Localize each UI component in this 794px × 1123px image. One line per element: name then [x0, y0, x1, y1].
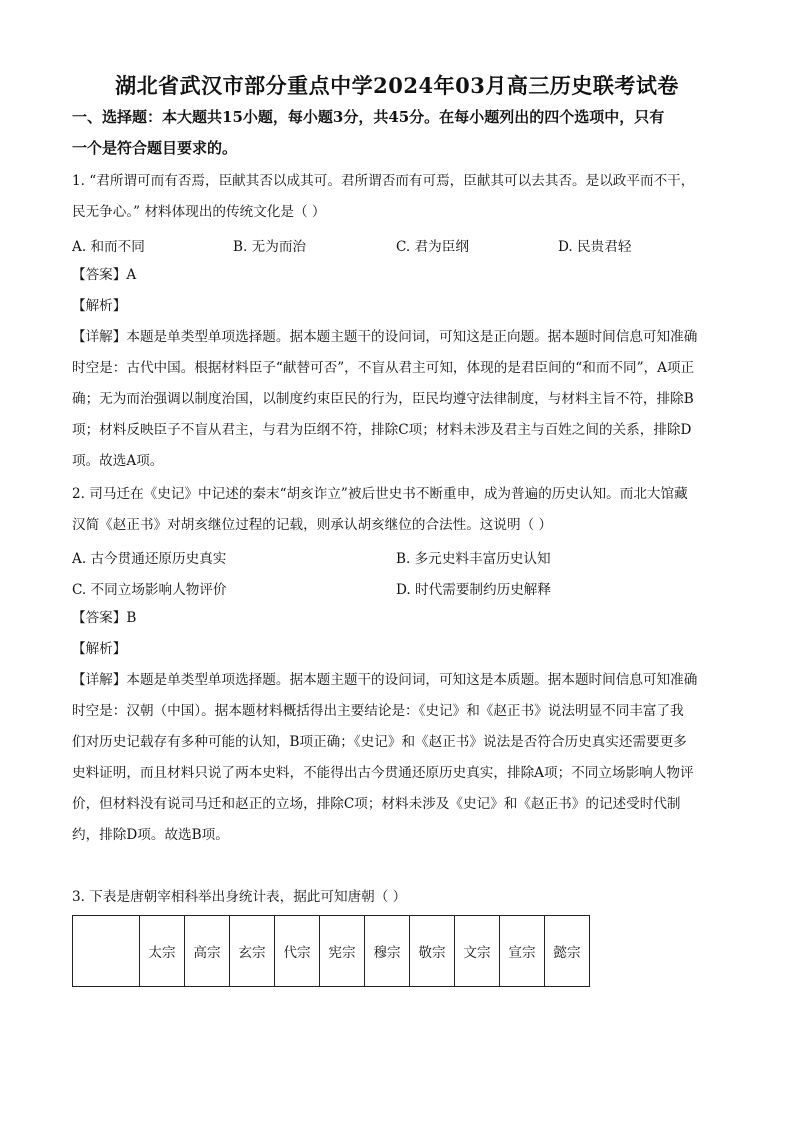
section-heading-line-2: 一个是符合题目要求的。: [72, 139, 238, 157]
q2-analysis-label: 【解析】: [72, 641, 127, 657]
table-header-cell: 玄宗: [230, 916, 275, 987]
q1-answer: 【答案】A: [72, 267, 137, 283]
q1-detail-line-5: 项。故选A项。: [72, 453, 164, 469]
q1-detail-line-2: 时空是：古代中国。根据材料臣子“献替可否”，不盲从君主可知，体现的是君臣间的“和而不同”，A项正: [72, 360, 695, 376]
q1-stem-line-1: 1. “君所谓可而有否焉，臣献其否以成其可。君所谓否而有可焉，臣献其可以去其否。是以政平而不干，: [72, 173, 695, 189]
section-heading-line-1: 一、选择题：本大题共15小题，每小题3分，共45分。在每小题列出的四个选项中，只有: [72, 108, 665, 126]
table-header-cell: 宣宗: [500, 916, 545, 987]
table-header-cell: 文宗: [455, 916, 500, 987]
q3-stem: 3. 下表是唐朝宰相科举出身统计表，据此可知唐朝（ ）: [72, 889, 407, 905]
q2-option-a: A. 古今贯通还原历史真实: [72, 551, 227, 567]
page-title: 湖北省武汉市部分重点中学2024年03月高三历史联考试卷: [115, 73, 679, 98]
q2-answer: 【答案】B: [72, 610, 137, 626]
table-header-cell: 敬宗: [410, 916, 455, 987]
q1-stem-line-2: 民无争心。” 材料体现出的传统文化是（ ）: [72, 204, 326, 220]
q2-detail-line-1: 【详解】本题是单类型单项选择题。据本题主题干的设问词，可知这是本质题。据本题时间信息可知准确: [72, 672, 698, 688]
q2-stem-line-1: 2. 司马迁在《史记》中记述的秦末“胡亥诈立”被后世史书不断重申，成为普遍的历史认知。而北大馆藏: [72, 486, 688, 502]
q2-detail-line-4: 史料证明，而且材料只说了两本史料，不能得出古今贯通还原历史真实，排除A项；不同立场影响人物评: [72, 765, 694, 781]
table-header-cell: 宪宗: [320, 916, 365, 987]
q2-option-c: C. 不同立场影响人物评价: [72, 582, 227, 598]
table-row: [73, 916, 590, 987]
table-header-cell: [73, 916, 140, 987]
q2-detail-line-5: 价，但材料没有说司马迁和赵正的立场，排除C项；材料未涉及《史记》和《赵正书》的记述受时代制: [72, 796, 681, 812]
q1-detail-line-4: 项；材料反映臣子不盲从君主，与君为臣纲不符，排除C项；材料未涉及君主与百姓之间的关系，排除D: [72, 422, 692, 438]
q1-detail-line-3: 确；无为而治强调以制度治国，以制度约束臣民的行为，臣民均遵守法律制度，与材料主旨不符，排除B: [72, 391, 694, 407]
q1-option-a: A. 和而不同: [72, 239, 145, 255]
q1-detail-line-1: 【详解】本题是单类型单项选择题。据本题主题干的设问词，可知这是正向题。据本题时间信息可知准确: [72, 329, 698, 345]
q1-option-c: C. 君为臣纲: [396, 239, 469, 255]
q2-detail-line-6: 约，排除D项。故选B项。: [72, 827, 229, 843]
q2-stem-line-2: 汉简《赵正书》对胡亥继位过程的记载，则承认胡亥继位的合法性。这说明（ ）: [72, 517, 553, 533]
table-header-cell: 懿宗: [545, 916, 590, 987]
q2-detail-line-2: 时空是：汉朝（中国）。据本题材料概括得出主要结论是：《史记》和《赵正书》说法明显不同丰富了我: [72, 703, 684, 719]
q1-analysis-label: 【解析】: [72, 298, 127, 314]
table-header-cell: 高宗: [185, 916, 230, 987]
table-header-cell: 太宗: [140, 916, 185, 987]
q2-option-b: B. 多元史料丰富历史认知: [396, 551, 551, 567]
q1-option-d: D. 民贵君轻: [558, 239, 632, 255]
table-header-cell: 代宗: [275, 916, 320, 987]
q2-detail-line-3: 们对历史记载存有多种可能的认知，B项正确；《史记》和《赵正书》说法是否符合历史真实还需要更多: [72, 734, 687, 750]
q2-option-d: D. 时代需要制约历史解释: [396, 582, 551, 598]
table-header-cell: 穆宗: [365, 916, 410, 987]
q3-table: [72, 915, 590, 987]
q1-option-b: B. 无为而治: [233, 239, 307, 255]
